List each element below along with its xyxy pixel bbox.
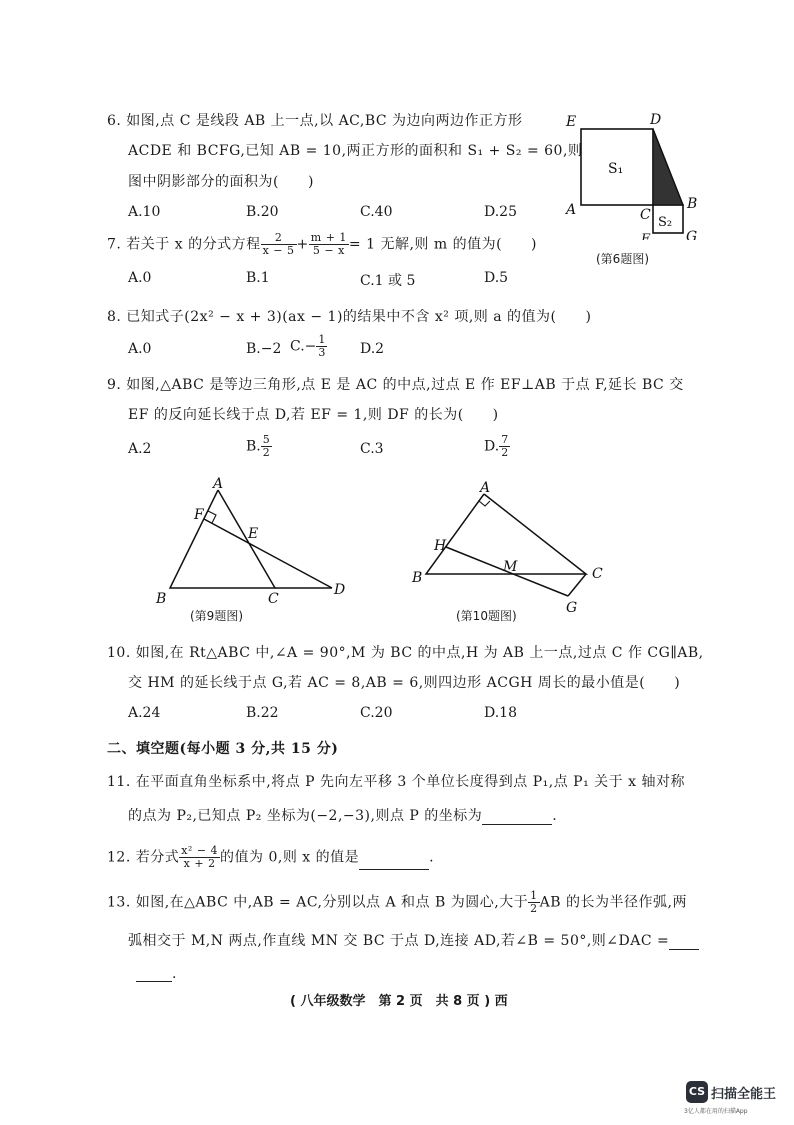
q7-fraction-1: $\frac{2}{x - 5}$ (262, 231, 295, 257)
fig10-label-c: C (592, 566, 603, 582)
q13-fraction: $\frac{1}{2}$ (530, 889, 538, 915)
q6-figure (560, 110, 710, 244)
q13-line1: 13. 如图,在△ABC 中,AB = AC,分别以点 A 和点 B 为圆心,大于 $\frac{1}{2}$ AB 的长为半径作弧,两 (107, 889, 687, 915)
label-s2: S₂ (658, 215, 673, 230)
q6-option-a: A.10 (128, 204, 161, 220)
q7-option-d: D.5 (484, 270, 509, 286)
q13-answer-blank-part1[interactable] (669, 935, 699, 950)
q6-option-c: C.40 (360, 204, 393, 220)
right-angle-mark (479, 501, 490, 506)
segment-cg (568, 574, 586, 596)
fig10-label-g: G (566, 600, 578, 616)
q6-line1: 6. 如图,点 C 是线段 AB 上一点,以 AC,BC 为边向两边作正方形 (107, 113, 523, 129)
q9-option-a: A.2 (128, 441, 152, 457)
fig9-label-b: B (156, 591, 167, 607)
q12-answer-blank[interactable] (359, 855, 429, 870)
q11-answer-blank[interactable] (482, 810, 552, 825)
q7-suffix: = 1 无解,则 m 的值为( ) (348, 236, 537, 253)
q6-line2: ACDE 和 BCFG,已知 AB = 10,两正方形的面积和 S₁ + S₂ = 60,则 (128, 143, 583, 159)
fig9-label-c: C (268, 591, 279, 607)
q13-line3: . (136, 966, 177, 982)
q8-option-d: D.2 (360, 341, 385, 357)
q13-answer-blank-part2[interactable] (136, 967, 172, 982)
fig9-label-a: A (213, 476, 224, 492)
label-s1: S₁ (608, 161, 624, 177)
label-d: D (650, 112, 662, 128)
q12-line: 12. 若分式 $\frac{\text{x² − 4}}{x + 2}$ 的值为 0,则 x 的值是 . (107, 844, 435, 870)
q7-option-c: C.1 或 5 (360, 273, 416, 289)
q9-option-d: D. $\frac{7}{2}$ (484, 433, 509, 459)
q13-line2: 弧相交于 M,N 两点,作直线 MN 交 BC 于点 D,连接 AD,若∠B = 50°,则∠DAC = (128, 930, 699, 950)
q9-figure (150, 470, 360, 614)
label-c: C (640, 207, 651, 223)
fig9-label-f: F (194, 507, 204, 523)
label-e: E (566, 114, 577, 130)
fig10-label-a: A (480, 480, 491, 496)
label-b: B (687, 196, 698, 212)
q10-figure (400, 470, 620, 624)
q7-option-a: A.0 (128, 270, 152, 286)
q8-option-c: C.− $\frac{1}{3}$ (290, 333, 326, 359)
scanner-logo-icon: CS (686, 1081, 708, 1103)
fig10-label-h: H (434, 538, 447, 554)
page-footer: ( 八年级数学 第 2 页 共 8 页 ) 西 (290, 994, 508, 1009)
q10-line2: 交 HM 的延长线于点 G,若 AC = 8,AB = 6,则四边形 ACGH 周长的最小值是( ) (128, 675, 681, 691)
q9-caption: (第9题图) (190, 609, 243, 623)
q7-line: 7. 若关于 x 的分式方程 $\frac{2}{x - 5}$ + $\frac{m + 1}{5 - x}$ = 1 无解,则 m 的值为( ) (107, 231, 537, 257)
q8-option-b: B.−2 (246, 341, 282, 357)
q10-line1: 10. 如图,在 Rt△ABC 中,∠A = 90°,M 为 BC 的中点,H 为 AB 上一点,过点 C 作 CG∥AB, (107, 645, 704, 661)
fig10-label-m: M (503, 559, 518, 575)
q8-text: 8. 已知式子(2x² − x + 3)(ax − 1)的结果中不含 x² 项,则 a 的值为( ) (107, 309, 592, 325)
fig10-label-b: B (412, 570, 423, 586)
q6-option-b: B.20 (246, 204, 279, 220)
q7-option-b: B.1 (246, 270, 270, 286)
q10-option-d: D.18 (484, 705, 517, 721)
q6-line3: 图中阴影部分的面积为( ) (128, 174, 314, 190)
q11-line1: 11. 在平面直角坐标系中,将点 P 先向左平移 3 个单位长度得到点 P₁,点 P₁ 关于 x 轴对称 (107, 774, 685, 790)
label-a: A (566, 202, 577, 218)
q8-option-a: A.0 (128, 341, 152, 357)
fig9-label-e: E (248, 526, 259, 542)
q6-caption: (第6题图) (596, 252, 649, 266)
q10-option-c: C.20 (360, 705, 393, 721)
q9-line1: 9. 如图,△ABC 是等边三角形,点 E 是 AC 的中点,过点 E 作 EF⊥AB 于点 F,延长 BC 交 (107, 377, 684, 393)
q6-option-d: D.25 (484, 204, 517, 220)
q9-line2: EF 的反向延长线于点 D,若 EF = 1,则 DF 的长为( ) (128, 407, 499, 423)
q10-option-b: B.22 (246, 705, 279, 721)
q7-prefix: 7. 若关于 x 的分式方程 (107, 236, 261, 253)
fig9-label-d: D (334, 582, 346, 598)
segment-fd (204, 519, 332, 588)
q9-option-b: B. $\frac{5}{2}$ (246, 433, 270, 459)
q7-fraction-2: $\frac{m + 1}{5 - x}$ (310, 231, 347, 257)
scanner-logo (686, 1081, 776, 1103)
q11-line2: 的点为 P₂,已知点 P₂ 坐标为(−2,−3),则点 P 的坐标为 . (128, 808, 558, 824)
q10-caption: (第10题图) (456, 609, 517, 623)
label-g: G (686, 229, 698, 240)
q12-fraction: $\frac{\text{x² − 4}}{x + 2}$ (181, 844, 219, 870)
scanner-logo-name: 扫描全能王 (711, 1086, 777, 1102)
q10-option-a: A.24 (128, 705, 161, 721)
label-f: F (641, 232, 651, 240)
q9-option-c: C.3 (360, 441, 384, 457)
triangle-abc (170, 490, 275, 588)
scanner-tagline: 3亿人都在用的扫描App (684, 1108, 748, 1115)
section-fill-blank-heading: 二、填空题(每小题 3 分,共 15 分) (107, 741, 339, 757)
